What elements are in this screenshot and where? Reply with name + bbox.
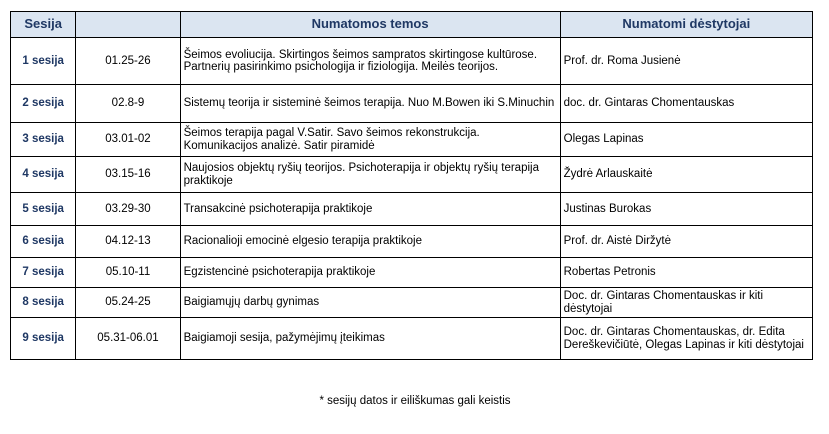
dates-cell: 03.15-16 [76,157,180,193]
header-session: Sesija [11,12,76,38]
session-cell: 1 sesija [11,38,76,85]
session-cell: 3 sesija [11,123,76,157]
table-row [11,193,813,226]
topic-cell: Šeimos evoliucija. Skirtingos šeimos sampratos skirtingose kultūrose. Partnerių pasirinkimo psichologija ir fiziologija. Meilės teorijos. [180,38,560,85]
table-row [11,157,813,193]
dates-cell: 03.01-02 [76,123,180,157]
topic-cell: Egzistencinė psichoterapija praktikoje [180,258,560,288]
table-row [11,258,813,288]
dates-cell: 05.24-25 [76,288,180,318]
dates-cell: 03.29-30 [76,193,180,226]
lecturer-cell: Doc. dr. Gintaras Chomentauskas, dr. Edita Dereškevičiūtė, Olegas Lapinas ir kiti dėstytojai [560,318,812,360]
header-dates [76,12,180,38]
table-row [11,85,813,123]
topic-cell: Transakcinė psichoterapija praktikoje [180,193,560,226]
header-topics: Numatomos temos [180,12,560,38]
topic-cell: Sistemų teorija ir sisteminė šeimos terapija. Nuo M.Bowen iki S.Minuchin [180,85,560,123]
table-row [11,288,813,318]
topic-cell: Baigiamoji sesija, pažymėjimų įteikimas [180,318,560,360]
dates-cell: 05.31-06.01 [76,318,180,360]
session-cell: 7 sesija [11,258,76,288]
lecturer-cell: Olegas Lapinas [560,123,812,157]
lecturer-cell: Robertas Petronis [560,258,812,288]
header-lecturers: Numatomi dėstytojai [560,12,812,38]
lecturer-cell: Doc. dr. Gintaras Chomentauskas ir kiti dėstytojai [560,288,812,318]
topic-cell: Naujosios objektų ryšių teorijos. Psichoterapija ir objektų ryšių terapija praktikoje [180,157,560,193]
topic-cell: Baigiamųjų darbų gynimas [180,288,560,318]
table-header-row [11,12,813,38]
topic-cell: Šeimos terapija pagal V.Satir. Savo šeimos rekonstrukcija. Komunikacijos analizė. Satir piramidė [180,123,560,157]
dates-cell: 05.10-11 [76,258,180,288]
dates-cell: 02.8-9 [76,85,180,123]
lecturer-cell: Prof. dr. Aistė Diržytė [560,226,812,258]
session-cell: 5 sesija [11,193,76,226]
lecturer-cell: Žydrė Arlauskaitė [560,157,812,193]
lecturer-cell: doc. dr. Gintaras Chomentauskas [560,85,812,123]
table-row [11,38,813,85]
session-cell: 8 sesija [11,288,76,318]
session-cell: 2 sesija [11,85,76,123]
dates-cell: 04.12-13 [76,226,180,258]
topic-cell: Racionalioji emocinė elgesio terapija praktikoje [180,226,560,258]
session-cell: 6 sesija [11,226,76,258]
schedule-table [10,11,813,360]
session-cell: 4 sesija [11,157,76,193]
table-row [11,318,813,360]
dates-cell: 01.25-26 [76,38,180,85]
table-row [11,123,813,157]
lecturer-cell: Justinas Burokas [560,193,812,226]
lecturer-cell: Prof. dr. Roma Jusienė [560,38,812,85]
session-cell: 9 sesija [11,318,76,360]
table-row [11,226,813,258]
footnote: * sesijų datos ir eiliškumas gali keistis [319,395,511,407]
